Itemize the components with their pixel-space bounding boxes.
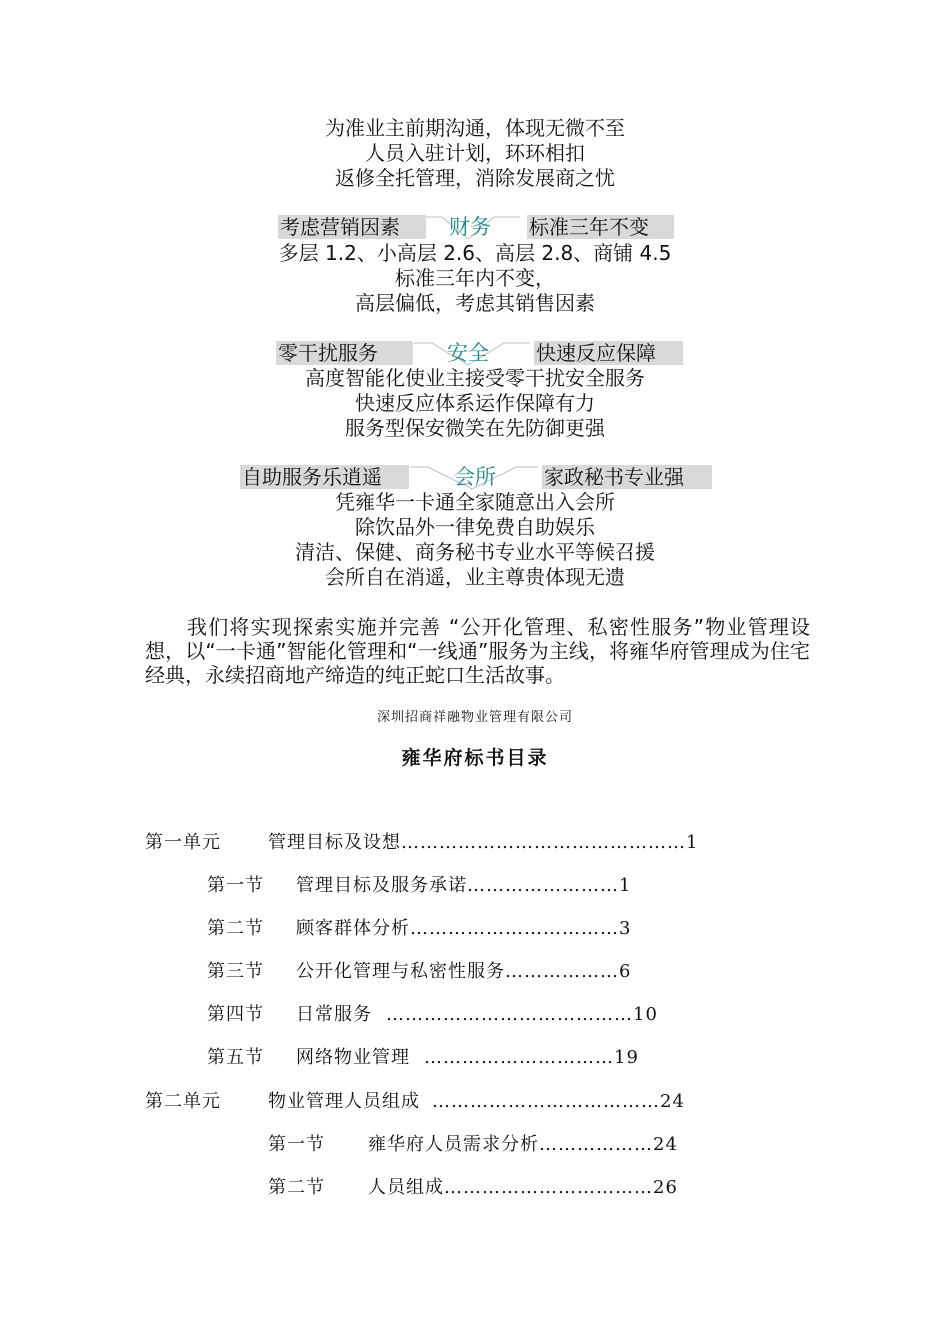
toc-page-number: 19 (614, 1047, 639, 1068)
toc-leader-dots: …………………………… (444, 1177, 653, 1198)
toc-leader-dots: ………………………… (424, 1047, 614, 1068)
toc-entry[interactable] (207, 1046, 639, 1070)
section-right-tag: 标准三年不变 (527, 215, 674, 239)
toc-entry-label: 第二节 (268, 1177, 325, 1198)
section-right-tag: 家政秘书专业强 (542, 465, 712, 489)
section-title: 会所 (454, 465, 496, 489)
toc-entry-label: 第二节 (207, 918, 264, 939)
section-right-tag: 快速反应保障 (534, 341, 683, 365)
toc-entry[interactable] (268, 1133, 678, 1157)
toc-entry-title: 人员组成 (368, 1177, 444, 1198)
section-line: 标准三年内不变， (395, 266, 555, 290)
toc-leader-dots: ……………………………………… (401, 832, 686, 853)
toc-entry[interactable] (207, 874, 631, 898)
toc-page-number: 1 (619, 875, 632, 896)
section-title: 财务 (449, 215, 491, 239)
toc-entry-title: 公开化管理与私密性服务 (296, 961, 505, 982)
section-line: 会所自在消遥，业主尊贵体现无遗 (325, 565, 625, 589)
toc-page-number: 3 (619, 918, 632, 939)
section-header-security (0, 341, 950, 365)
section-line: 多层 1.2、小高层 2.6、高层 2.8、商铺 4.5 (278, 241, 672, 265)
toc-entry-label: 第一单元 (145, 832, 221, 853)
section-line: 高度智能化使业主接受零干扰安全服务 (305, 366, 645, 390)
toc-leader-dots: …………………………… (410, 918, 619, 939)
summary-paragraph: 我们将实现探索实施并完善 “公开化管理、私密性服务”物业管理设想，以“一卡通”智能化管理和“一线通”服务为主线，将雍华府管理成为住宅经典，永续招商地产缔造的纯正蛇口生活故事。 (145, 615, 810, 687)
company-name: 深圳招商祥融物业管理有限公司 (376, 710, 573, 725)
toc-page-number: 10 (633, 1004, 658, 1025)
toc-entry-title: 雍华府人员需求分析 (368, 1134, 539, 1155)
toc-entry[interactable] (145, 1090, 685, 1114)
toc-page-number: 6 (619, 961, 632, 982)
toc-entry-title: 日常服务 (296, 1004, 372, 1025)
toc-entry-label: 第四节 (207, 1004, 264, 1025)
toc-entry-title: 管理目标及服务承诺 (296, 875, 467, 896)
section-header-finance (0, 215, 950, 239)
toc-entry-title: 管理目标及设想 (268, 832, 401, 853)
section-line: 凭雍华一卡通全家随意出入会所 (335, 490, 615, 514)
section-line: 高层偏低，考虑其销售因素 (355, 291, 595, 315)
toc-entry[interactable] (207, 917, 631, 941)
toc-entry[interactable] (268, 1176, 678, 1200)
section-left-tag: 考虑营销因素 (278, 215, 426, 239)
toc-entry-label: 第一节 (268, 1134, 325, 1155)
toc-leader-dots: …………………… (467, 875, 619, 896)
toc-title: 雍华府标书目录 (401, 747, 549, 769)
section-line: 服务型保安微笑在先防御更强 (345, 416, 605, 440)
toc-entry[interactable] (145, 831, 698, 855)
intro-line: 为准业主前期沟通，体现无微不至 (325, 116, 625, 140)
toc-leader-dots: ……………………………… (432, 1091, 660, 1112)
section-line: 快速反应体系运作保障有力 (355, 391, 595, 415)
toc-page-number: 1 (686, 832, 699, 853)
toc-entry[interactable] (207, 1003, 658, 1027)
toc-leader-dots: ……………… (505, 961, 619, 982)
intro-line: 返修全托管理，消除发展商之忧 (335, 166, 615, 190)
toc-entry-label: 第五节 (207, 1047, 264, 1068)
section-left-tag: 零干扰服务 (276, 341, 413, 365)
toc-entry-title: 网络物业管理 (296, 1047, 410, 1068)
toc-entry-label: 第二单元 (145, 1091, 221, 1112)
toc-entry-title: 顾客群体分析 (296, 918, 410, 939)
toc-entry-title: 物业管理人员组成 (268, 1091, 420, 1112)
section-line: 除饮品外一律免费自助娱乐 (355, 515, 595, 539)
toc-entry-label: 第一节 (207, 875, 264, 896)
intro-line: 人员入驻计划，环环相扣 (365, 141, 585, 165)
section-line: 清洁、保健、商务秘书专业水平等候召援 (295, 540, 655, 564)
section-header-clubhouse (0, 465, 950, 489)
toc-leader-dots: ……………… (539, 1134, 653, 1155)
toc-page-number: 24 (660, 1091, 685, 1112)
toc-page-number: 26 (653, 1177, 678, 1198)
toc-entry-label: 第三节 (207, 961, 264, 982)
toc-page-number: 24 (653, 1134, 678, 1155)
toc-entry[interactable] (207, 960, 631, 984)
toc-leader-dots: ………………………………… (386, 1004, 633, 1025)
section-left-tag: 自助服务乐逍遥 (240, 465, 409, 489)
section-title: 安全 (447, 341, 489, 365)
